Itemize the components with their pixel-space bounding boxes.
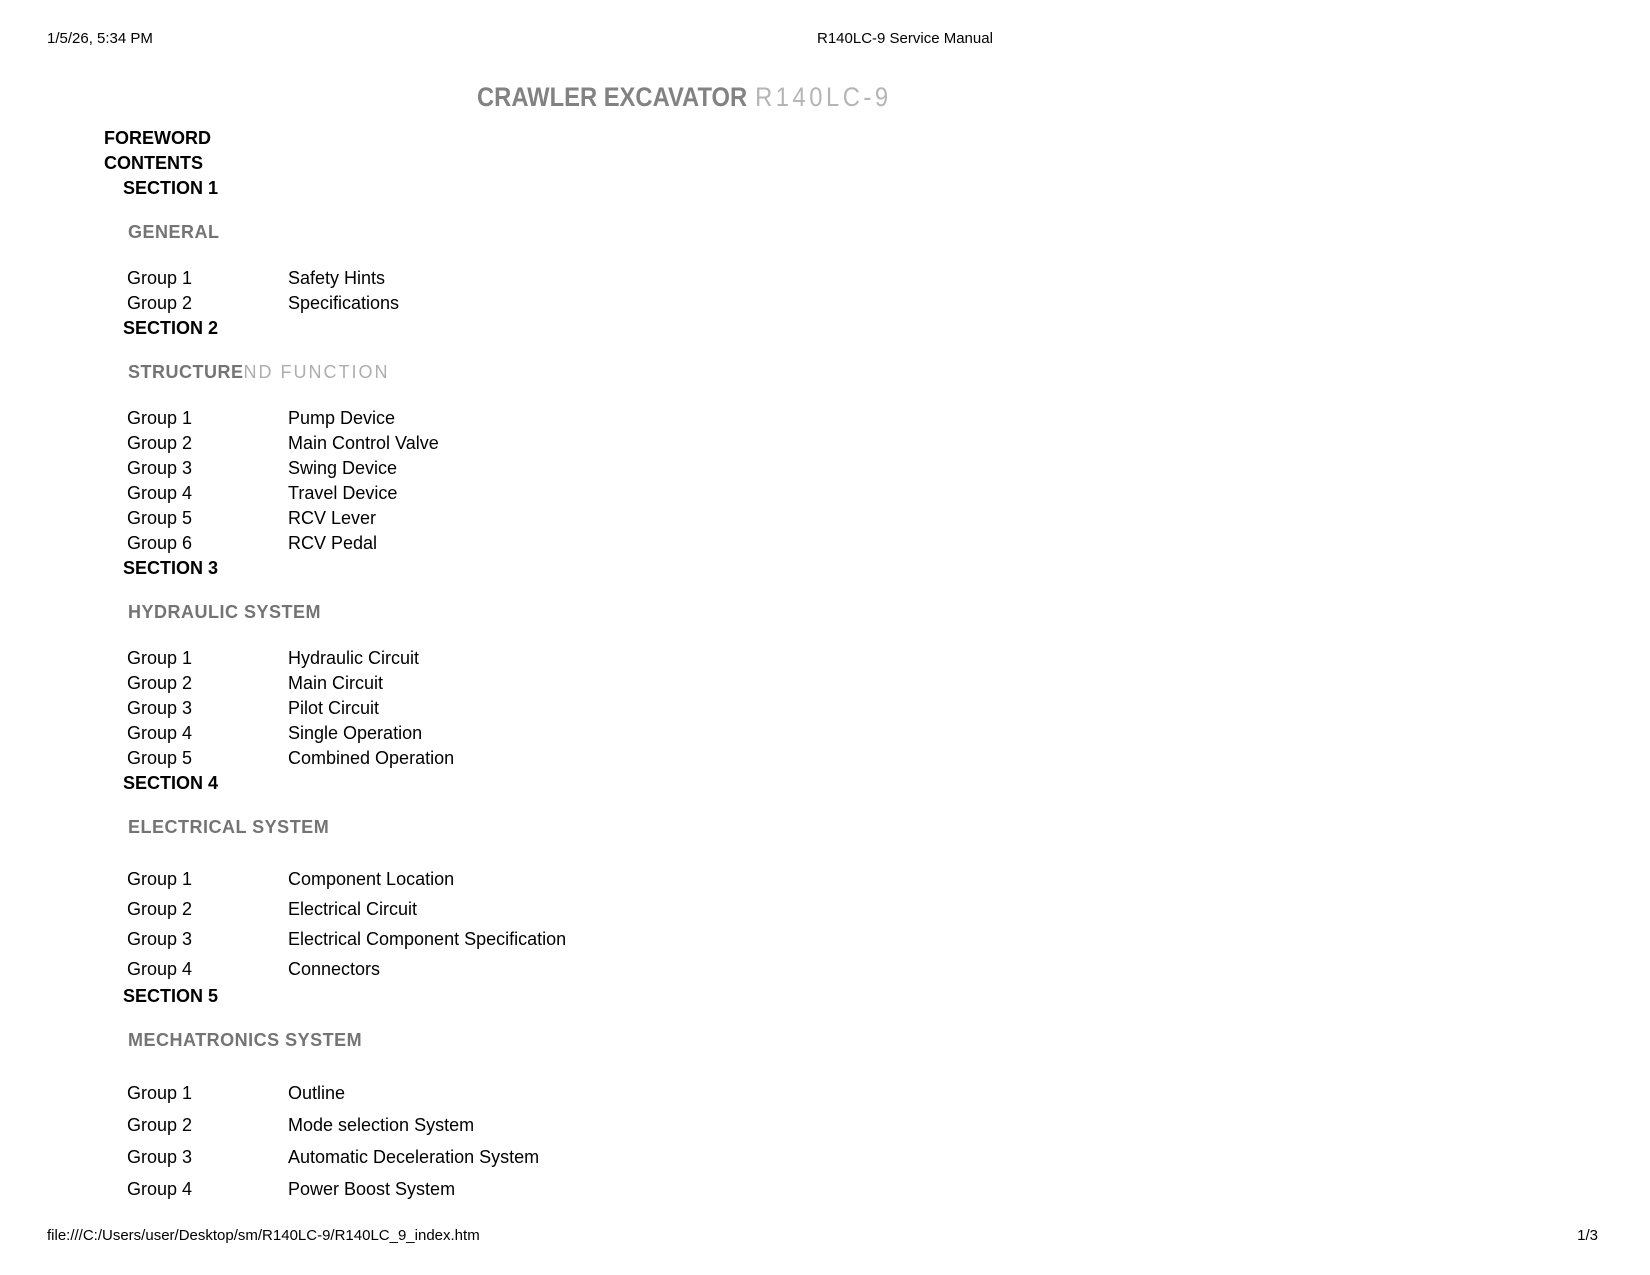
group-title: Component Location [288,869,455,889]
group-title: Connectors [288,959,381,979]
group-title: Specifications [288,293,400,313]
section-heading-text: MECHATRONICS SYSTEM [128,1030,363,1050]
group-list [104,646,566,771]
group-number: Group 1 [127,268,193,288]
section-heading [128,600,566,625]
group-list [104,406,566,556]
group-title: Power Boost System [288,1179,456,1199]
group-row [127,1173,566,1205]
toc-link-foreword: FOREWORD [104,128,211,148]
group-list [104,864,566,984]
section-heading-text: STRUCTURE [128,362,244,382]
group-list [104,1077,566,1205]
group-row [127,531,566,556]
group-row [127,506,566,531]
table-of-contents [104,126,566,1205]
section-heading [128,220,566,245]
group-number: Group 4 [127,723,193,743]
group-row [127,864,566,894]
group-row [127,646,566,671]
section-heading-light-text: ND FUNCTION [243,362,390,382]
group-row [127,671,566,696]
group-number: Group 4 [127,959,193,979]
group-row [127,1141,566,1173]
group-title: Automatic Deceleration System [288,1147,540,1167]
section-label: SECTION 3 [123,558,219,578]
section-heading [128,1028,566,1053]
group-row [127,721,566,746]
group-number: Group 5 [127,748,193,768]
section-2 [104,316,566,556]
group-row [127,954,566,984]
group-number: Group 2 [127,433,193,453]
group-number: Group 3 [127,458,193,478]
section-label: SECTION 5 [123,986,219,1006]
group-number: Group 2 [127,899,193,919]
section-heading-text: ELECTRICAL SYSTEM [128,817,330,837]
group-row [127,924,566,954]
document-title [477,82,892,113]
group-row [127,431,566,456]
print-header-doc-title: R140LC-9 Service Manual [817,30,993,47]
group-number: Group 4 [127,483,193,503]
group-row [127,894,566,924]
group-row [127,746,566,771]
toc-link-contents: CONTENTS [104,153,203,173]
group-title: Safety Hints [288,268,386,288]
section-3 [104,556,566,771]
group-row [127,406,566,431]
group-title: Pump Device [288,408,396,428]
group-title: RCV Lever [288,508,377,528]
group-title: Swing Device [288,458,398,478]
group-title: Travel Device [288,483,398,503]
print-footer-page-number: 1/3 [1577,1227,1598,1244]
section-heading-text: GENERAL [128,222,220,242]
print-footer-file-url: file:///C:/Users/user/Desktop/sm/R140LC-9/R140LC_9_index.htm [47,1227,480,1244]
section-4 [104,771,566,984]
group-title: Main Circuit [288,673,384,693]
group-title: Electrical Circuit [288,899,418,919]
group-row [127,1077,566,1109]
group-title: Main Control Valve [288,433,439,453]
group-number: Group 3 [127,698,193,718]
group-list [104,266,566,316]
section-1 [104,176,566,316]
group-title: Pilot Circuit [288,698,380,718]
section-heading [128,815,566,840]
section-label: SECTION 1 [123,178,219,198]
group-title: Mode selection System [288,1115,475,1135]
group-row [127,291,566,316]
section-label: SECTION 2 [123,318,219,338]
group-number: Group 2 [127,293,193,313]
group-number: Group 5 [127,508,193,528]
document-title-model: R140LC-9 [755,82,892,112]
group-number: Group 1 [127,869,193,889]
group-number: Group 2 [127,673,193,693]
group-row [127,266,566,291]
group-number: Group 3 [127,929,193,949]
group-title: Combined Operation [288,748,455,768]
group-number: Group 4 [127,1179,193,1199]
group-number: Group 6 [127,533,193,553]
group-row [127,456,566,481]
group-number: Group 1 [127,1083,193,1103]
group-number: Group 2 [127,1115,193,1135]
document-title-main: CRAWLER EXCAVATOR [477,82,748,112]
group-title: Single Operation [288,723,423,743]
group-row [127,696,566,721]
section-5 [104,984,566,1205]
group-title: Electrical Component Specification [288,929,567,949]
group-title: Hydraulic Circuit [288,648,420,668]
group-title: RCV Pedal [288,533,378,553]
group-row [127,481,566,506]
section-label: SECTION 4 [123,773,219,793]
group-row [127,1109,566,1141]
group-number: Group 1 [127,648,193,668]
section-heading-text: HYDRAULIC SYSTEM [128,602,322,622]
group-number: Group 3 [127,1147,193,1167]
group-title: Outline [288,1083,346,1103]
section-heading [128,360,566,385]
print-header-datetime: 1/5/26, 5:34 PM [47,30,153,47]
group-number: Group 1 [127,408,193,428]
